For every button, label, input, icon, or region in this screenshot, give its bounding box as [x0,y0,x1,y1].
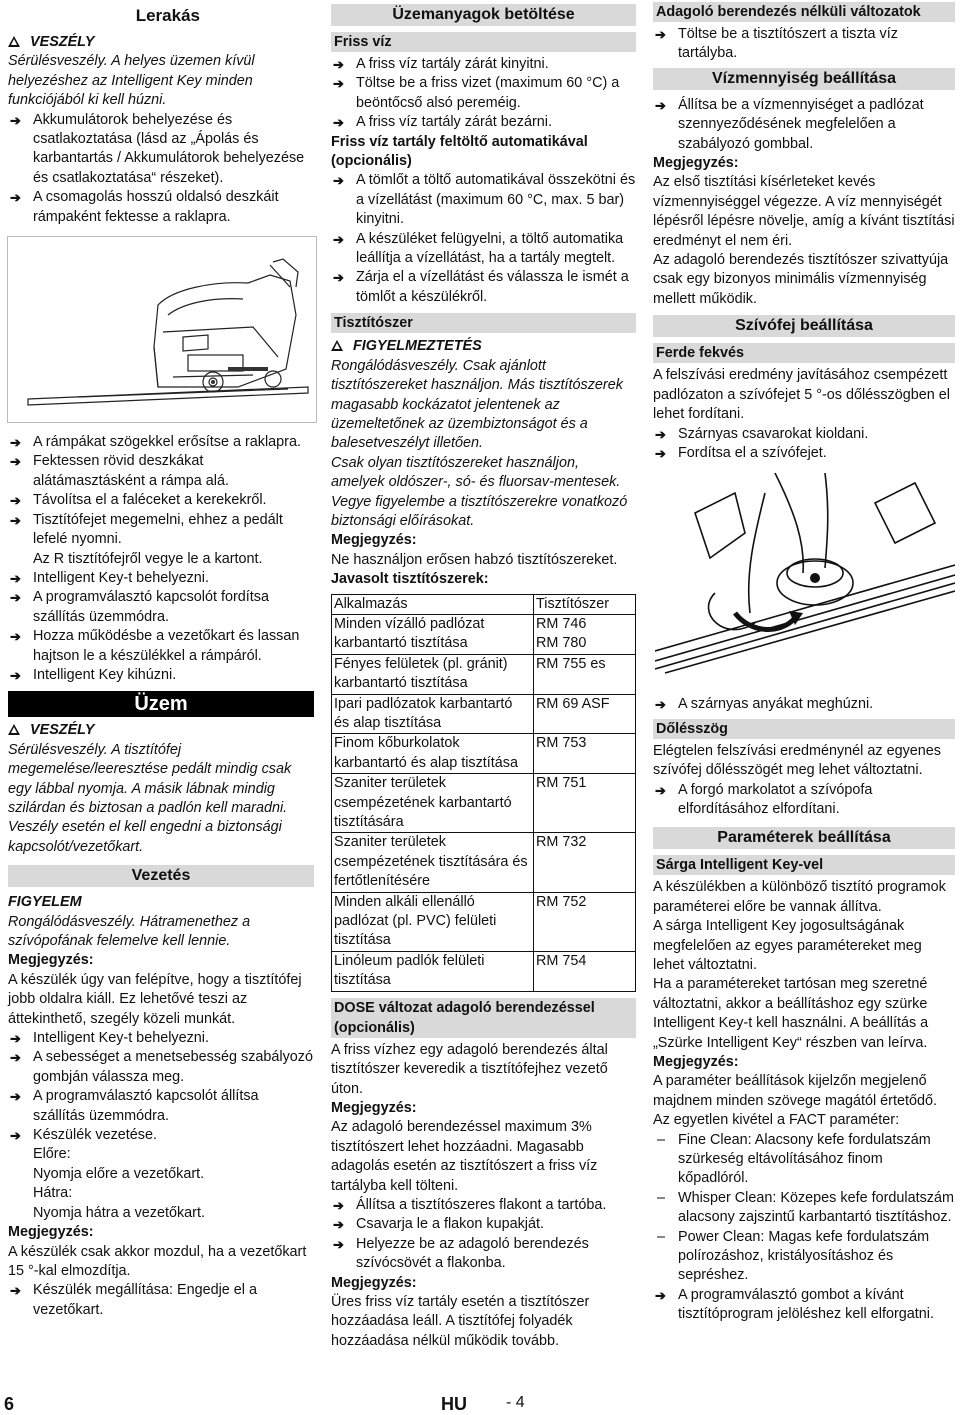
warning-icon [8,36,20,47]
subsection-dolesszog: Dőlésszög [653,719,955,739]
table-row [332,951,636,991]
page-footer [0,1394,960,1414]
warning-text: Vegye figyelembe a tisztítószerekre vonatkozó biztonsági előírásokat. [331,493,628,529]
step-item: ➔ A csomagolás hosszú oldalsó deszkáit rámpaként fektesse a raklapra. [8,188,314,227]
caution-text: Rongálódásveszély. Hátramenethez a szívópofának felemelve kell lennie. [8,913,251,949]
step-item: ➔ Állítsa a tisztítószeres flakont a tartóba. [331,1196,636,1215]
step-item: ➔ Fordítsa el a szívófejet. [653,444,955,463]
warning-label: VESZÉLY [8,721,314,740]
indented-note: Hátra: [33,1185,73,1202]
step-item: ➔ A programválasztó kapcsolót fordítsa szállítás üzemmódra. [8,588,314,627]
table-cell: Minden vízálló padlózat karbantartó tisztítása [332,614,534,654]
indented-note: Nyomja előre a vezetőkart. [33,1165,205,1182]
table-cell: RM 755 es [534,654,636,694]
note-text: A készülék úgy van felépítve, hogy a tisztítófej jobb oldalra kiáll. Ez lehetővé teszi az áttekinthető, szegély közeli munkát. [8,971,302,1027]
table-cell: RM 69 ASF [534,694,636,734]
section-title-uzem: Üzem [8,691,314,717]
section-title-szivofej: Szívófej beállítása [653,315,955,337]
step-item: ➔ A programválasztó gombot a kívánt tisztítóprogram jelöléshez kell elforgatni. [653,1286,955,1325]
table-cell: Linóleum padlók felületi tisztítása [332,951,534,991]
subsection-dose: DOSE változat adagoló berendezéssel (opcionális) [331,998,636,1038]
step-item: ➔ Töltse be a tisztítószert a tiszta víz tartályba. [653,25,955,64]
section-title-uzemanyag: Üzemanyagok betöltése [331,4,636,26]
dash-item: – Power Clean: Magas kefe fordulatszám polírozáshoz, kristályosításhoz és sepréshez. [653,1228,955,1286]
squeegee-wing-nut-image [655,473,955,685]
step-item: ➔ Helyezze be az adagoló berendezés szívócsövét a flakonba. [331,1235,636,1274]
table-cell: Szaniter területek csempézetének karbantartó tisztítására [332,774,534,833]
scrubber-on-ramp-image [8,237,314,420]
subsection-friss-viz: Friss víz [331,32,636,52]
squeegee-illustration [655,473,955,685]
body-text: A felszívási eredmény javításához csempézett padlózaton a szívófejet 5 °-os dőlésszögben el lehet fordítani. [653,367,950,423]
table-header-cell: Tisztítószer [534,594,636,614]
table-cell: RM 746 RM 780 [534,614,636,654]
table-cell: RM 751 [534,774,636,833]
step-item: ➔ A programválasztó kapcsolót állítsa szállítás üzemmódra. [8,1087,314,1126]
note-text: Az első tisztítási kísérleteket kevés vízmennyiséggel végezze. A víz mennyiségét lépésről lépésre növelje, amíg a kívánt tisztítási eredményt el nem éri. [653,174,955,249]
ramp-illustration [7,236,317,423]
table-cell: Ipari padlózatok karbantartó és alap tisztítása [332,694,534,734]
table-row [332,833,636,892]
page-number: 6 [4,1394,15,1414]
table-row [332,774,636,833]
subsection-nelkuli: Adagoló berendezés nélküli változatok [653,2,955,22]
table-row [332,614,636,654]
table-cell: RM 754 [534,951,636,991]
warning-label: VESZÉLY [8,33,314,52]
note-label: Megjegyzés: [8,1224,94,1241]
table-cell: RM 732 [534,833,636,892]
right-column [653,0,955,1325]
table-cell: Minden alkáli ellenálló padlózat (pl. PVC) felületi tisztítása [332,892,534,951]
note-text: Az adagoló berendezéssel maximum 3% tisztítószert lehet hozzáadni. Magasabb adagolás esetén az tisztítószert a friss víz tartályba kell tölteni. [331,1119,598,1194]
note-label: Megjegyzés: [8,952,94,969]
note-text: Üres friss víz tartály esetén a tisztítószer hozzáadása leáll. A tisztítófej folyadék hozzáadása nélkül működik tovább. [331,1293,590,1349]
step-item: ➔ Tisztítófejet megemelni, ehhez a pedált lefelé nyomni. [8,511,314,550]
bold-heading: Friss víz tartály feltöltő automatikával (opcionális) [331,133,588,170]
section-title-vizmennyiseg: Vízmennyiség beállítása [653,68,955,90]
step-item: ➔ Intelligent Key-t behelyezni. [8,569,314,588]
section-title-parameterek: Paraméterek beállítása [653,827,955,849]
cleaning-agents-table [331,594,636,992]
step-item: ➔ A tömlőt a töltő automatikával összekötni és a vízellátást (maximum 60 °C, max. 5 bar) kinyitni. [331,171,636,229]
step-item: ➔ Készülék vezetése. [8,1126,314,1145]
section-title-lerakas: Lerakás [135,6,200,25]
body-text: Ha a paramétereket tartósan meg szeretné változtatni, akkor a beállításhoz egy szürke Intelligent Key-t kell használni. A beállítás a „Szürke Intelligent Key“ részben van leírva. [653,976,929,1051]
step-item: ➔ Szárnyas csavarokat kioldani. [653,425,955,444]
table-cell: Szaniter területek csempézetének tisztítására és fertőtlenítésére [332,833,534,892]
step-item: ➔ Távolítsa el a faléceket a kerekekről. [8,491,314,510]
note-text: Az adagoló berendezés tisztítószer szivattyúja csak egy bizonyos minimális vízmennyiség mellett működik. [653,252,949,307]
section-title-vezetes: Vezetés [8,865,314,887]
step-item: ➔ Állítsa be a vízmennyiséget a padlózat szennyeződésének megfelelően a szabályozó gombbal. [653,96,955,154]
page-suffix: - 4 [506,1394,525,1411]
table-row [332,734,636,774]
middle-column [331,0,636,1351]
table-cell: Finom kőburkolatok karbantartó és alap tisztítása [332,734,534,774]
warning-text: Sérülésveszély. A helyes üzemen kívül helyezéshez az Intelligent Key minden funkciójából ki kell húzni. [8,53,255,109]
table-row [332,654,636,694]
note-label: Megjegyzés: [331,532,417,549]
step-item: ➔ Intelligent Key-t behelyezni. [8,1029,314,1048]
warning-text: Rongálódásveszély. Csak ajánlott tisztítószereket használjon. Más tisztítószerek magasabb kockázatot jelentenek az üzemeltetőnek az üzembiztonságot és a balesetveszélyt illetően. [331,357,623,452]
table-header-cell: Alkalmazás [332,594,534,614]
step-item: ➔ Fektessen rövid deszkákat alátámasztásként a rámpa alá. [8,452,314,491]
indented-note: Az R tisztítófejről vegye le a kartont. [33,550,263,567]
step-item: ➔ A készüléket felügyelni, a töltő automatika leállítja a vízellátást, ha a tartály megtelt. [331,230,636,269]
table-cell: RM 753 [534,734,636,774]
note-label: Megjegyzés: [331,1099,417,1116]
step-item: ➔ A friss víz tartály zárát bezárni. [331,113,636,132]
body-text: A készülékben a különböző tisztító programok paraméterei előre be vannak állítva. [653,879,946,915]
step-item: ➔ A szárnyas anyákat meghúzni. [653,695,955,714]
subsection-sarga: Sárga Intelligent Key-vel [653,855,955,875]
note-text: A készülék csak akkor mozdul, ha a vezetőkart 15 °-kal elmozdítja. [8,1243,307,1279]
table-cell: RM 752 [534,892,636,951]
note-label: Megjegyzés: [653,155,739,172]
dash-item: – Fine Clean: Alacsony kefe fordulatszám szürkeség eltávolításához finom kőpadlóról. [653,1131,955,1189]
warning-icon [8,724,20,735]
step-item: ➔ Akkumulátorok behelyezése és csatlakoztatása (lásd az „Ápolás és karbantartás / Akkumulátorok behelyezése és csatlakoztatása“ részeket). [8,111,314,189]
body-text: Elégtelen felszívási eredménynél az egyenes szívófej dőlésszögét meg lehet változtatni. [653,742,941,779]
table-cell: Fényes felületek (pl. gránit) karbantartó tisztítása [332,654,534,694]
step-item: ➔ A friss víz tartály zárát kinyitni. [331,55,636,74]
dash-item: – Whisper Clean: Közepes kefe fordulatszám alacsony zajszintű karbantartó tisztításhoz. [653,1189,955,1228]
table-header-row [332,594,636,614]
step-item: ➔ Készülék megállítása: Engedje el a vezetőkart. [8,1281,314,1320]
warning-icon [331,340,343,351]
table-row [332,694,636,734]
warning-text: Csak olyan tisztítószereket használjon, amelyek oldószer-, só- és fluorsav-mentesek. [331,454,621,491]
note-text: A paraméter beállítások kijelzőn megjelenő majdnem minden szövege magától értetődő. Az egyetlen kivétel a FACT paraméter: [653,1073,937,1129]
left-column [8,0,314,1320]
warning-text: Sérülésveszély. A tisztítófej megemelése/leeresztése pedált mindig csak egy lábbal nyomja. A másik lábnak mindig szilárdan és biztosan a padlón kell maradni. Veszély esetén el kell engedni a biztonsági kapcsolót/vezetőkart. [8,741,292,855]
step-item: ➔ Intelligent Key kihúzni. [8,666,314,685]
subsection-tisztitoszer: Tisztítószer [331,313,636,333]
table-row [332,892,636,951]
warning-label: FIGYELMEZTETÉS [331,337,636,356]
step-item: ➔ Töltse be a friss vizet (maximum 60 °C) a beöntőcső alsó pereméig. [331,74,636,113]
bold-heading: Javasolt tisztítószerek: [331,571,489,588]
caution-label: FIGYELEM [8,894,82,911]
body-text: A friss vízhez egy adagoló berendezés által tisztítószer keveredik a tisztítófejhez vezető úton. [331,1041,608,1097]
step-item: ➔ A sebességet a menetsebesség szabályozó gombján válassza meg. [8,1048,314,1087]
step-item: ➔ Csavarja le a flakon kupakját. [331,1215,636,1234]
note-label: Megjegyzés: [331,1274,417,1291]
subsection-ferde: Ferde fekvés [653,343,955,363]
step-item: ➔ A forgó markolatot a szívópofa elfordításához elfordítani. [653,781,955,820]
language-code: HU [441,1394,467,1414]
indented-note: Nyomja hátra a vezetőkart. [33,1204,205,1221]
step-item: ➔ A rámpákat szögekkel erősítse a raklapra. [8,433,314,452]
indented-note: Előre: [33,1146,71,1163]
note-text: Ne használjon erősen habzó tisztítószereket. [331,551,618,568]
step-item: ➔ Hozza működésbe a vezetőkart és lassan hajtson le a készülékkel a rámpáról. [8,627,314,666]
body-text: A sárga Intelligent Key jogosultságának megfelelően az egyes paramétereket meg lehet változtatni. [653,918,922,973]
note-label: Megjegyzés: [653,1054,739,1070]
step-item: ➔ Zárja el a vízellátást és válassza le ismét a tömlőt a készülékről. [331,268,636,307]
